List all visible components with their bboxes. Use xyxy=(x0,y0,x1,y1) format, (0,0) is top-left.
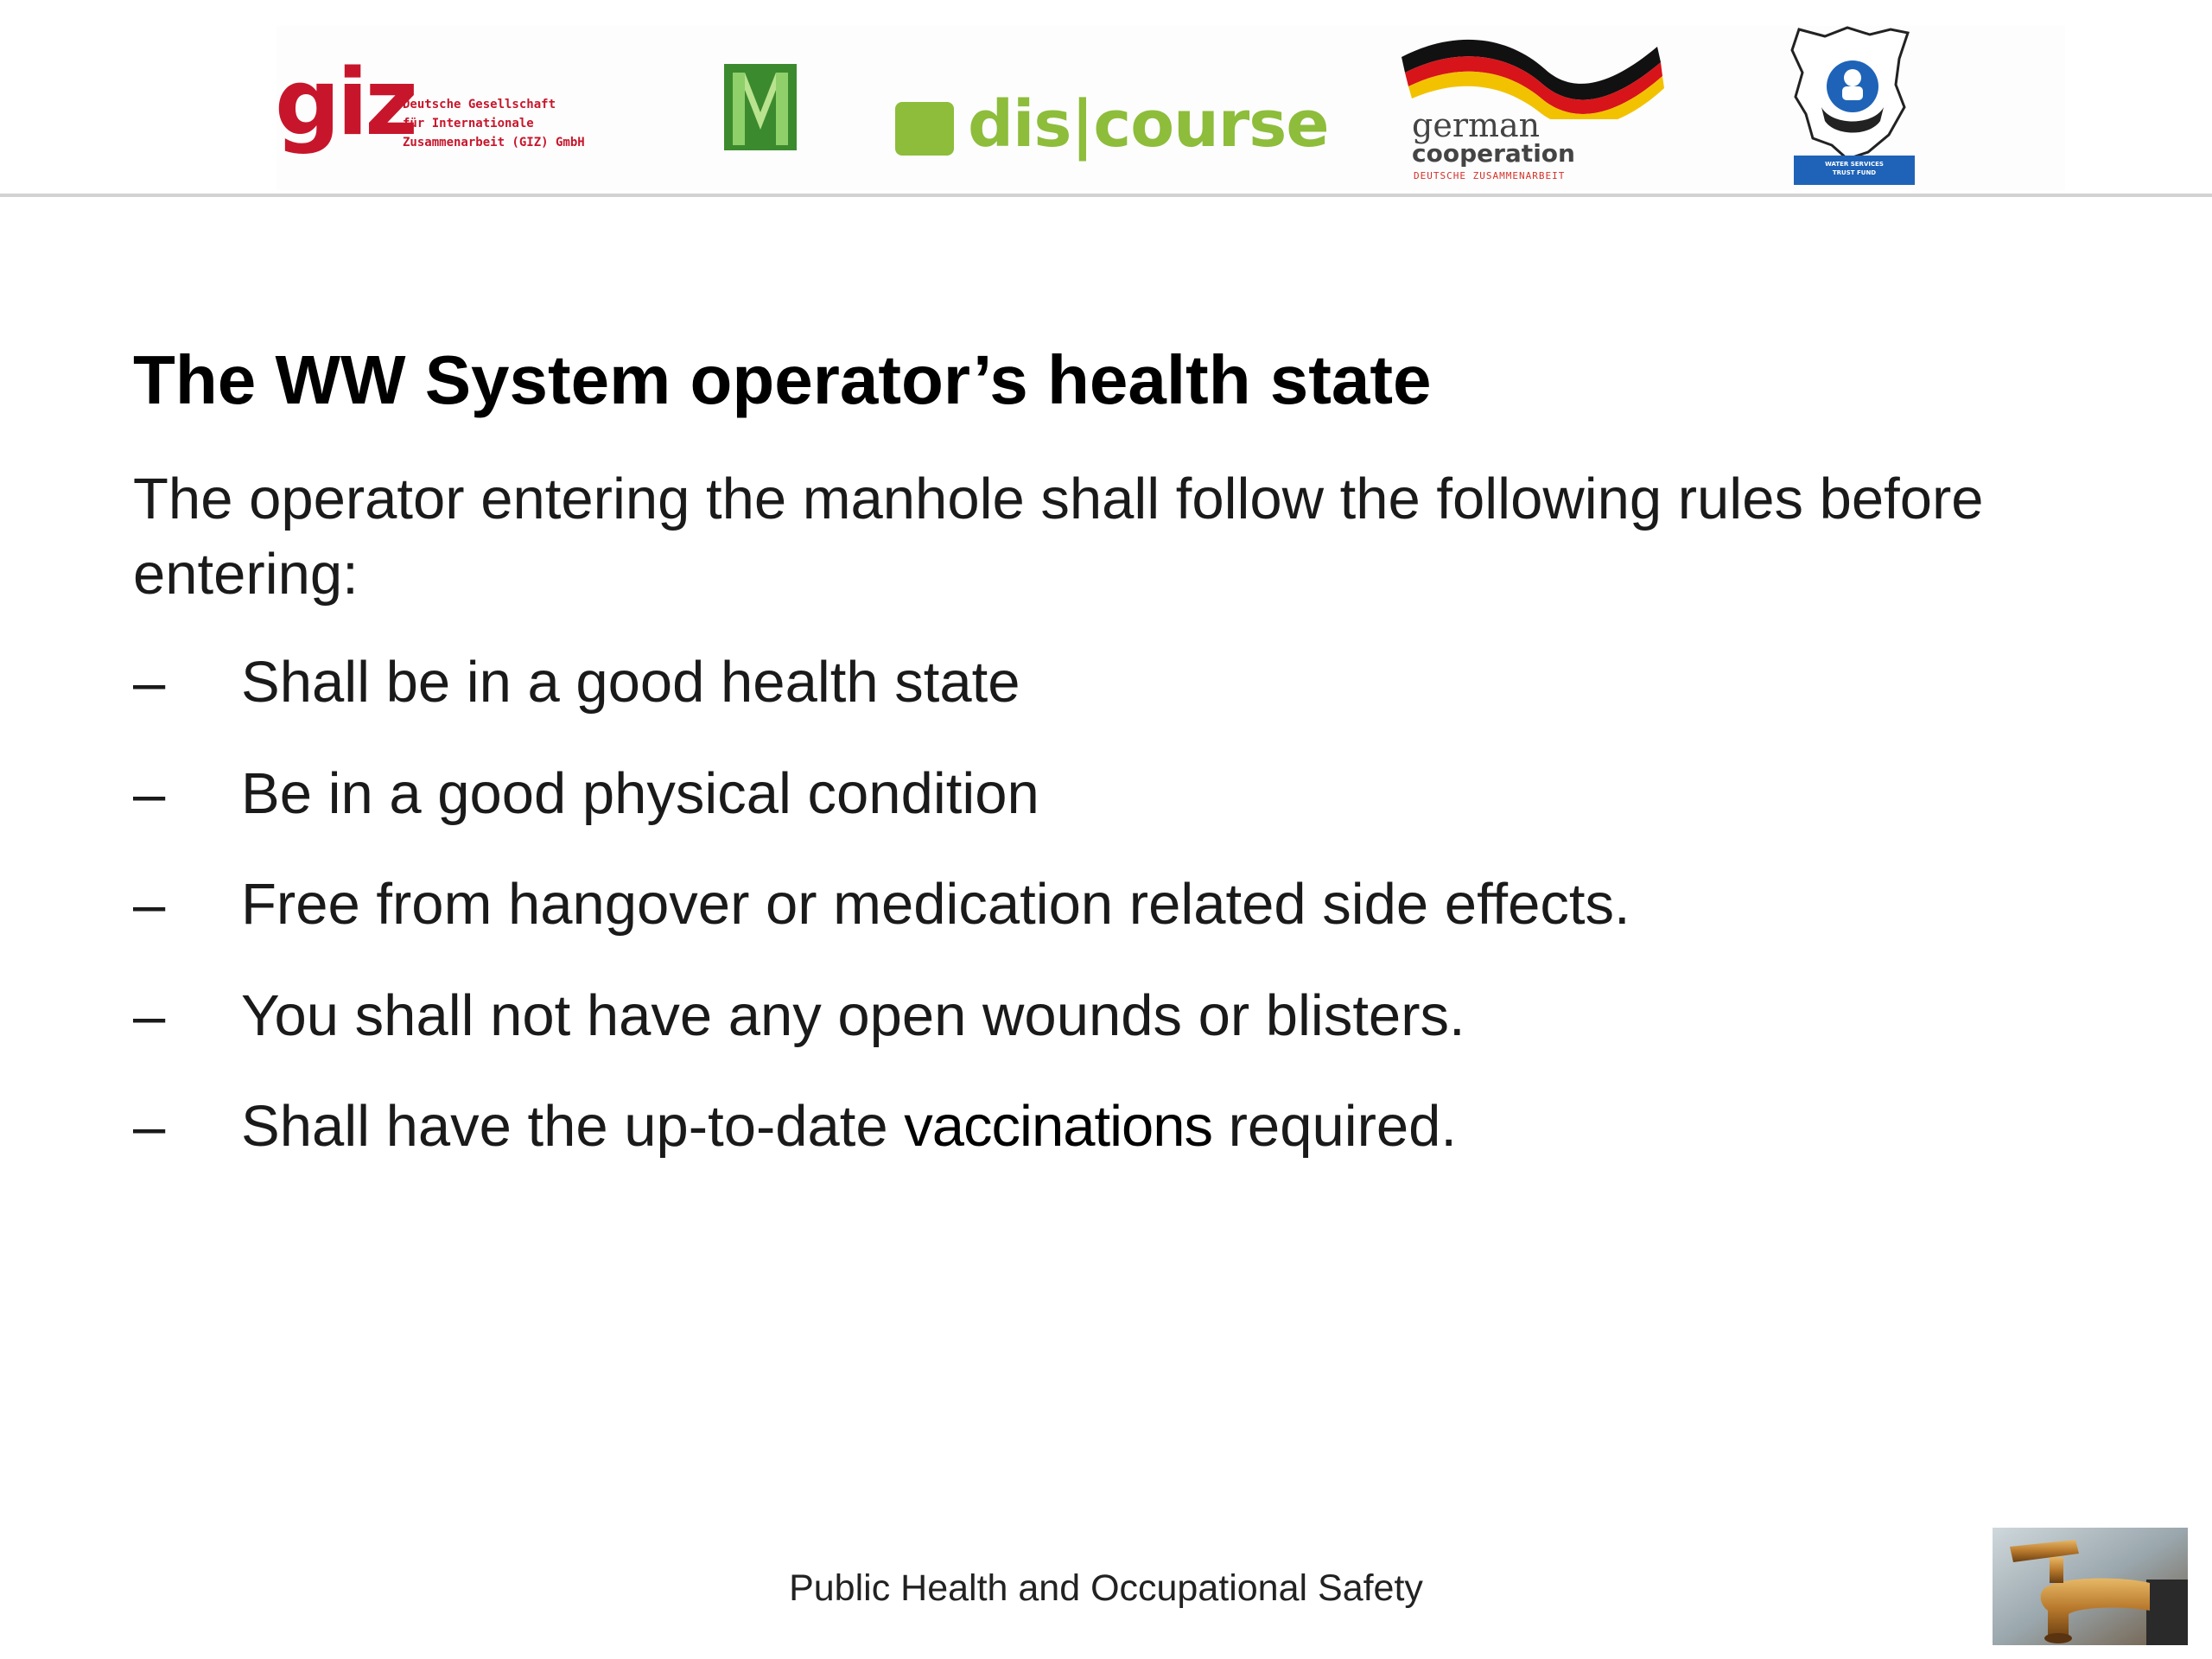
bullet-text-before: Shall have the up-to-date xyxy=(241,1094,905,1159)
bullet-text: Free from hangover or medication related side effects. xyxy=(241,872,1630,937)
bullet-dash: – xyxy=(133,650,166,715)
giz-subtext-line: Deutsche Gesellschaft xyxy=(403,98,556,111)
bullet-text-vaccinations xyxy=(241,1090,1457,1163)
bullet-dash: – xyxy=(133,872,166,937)
discourse-wordmark: dis|course xyxy=(968,87,1329,162)
giz-wordmark: giz xyxy=(275,49,415,156)
intro-paragraph: The operator entering the manhole shall follow the following rules before entering: xyxy=(133,467,1984,607)
giz-logo xyxy=(275,49,638,180)
wstf-banner-line: TRUST FUND xyxy=(1832,169,1877,176)
bullet-dash: – xyxy=(133,760,166,826)
header-divider xyxy=(0,194,2212,197)
faucet-image xyxy=(1993,1528,2188,1645)
giz-subtext-line: Zusammenarbeit (GIZ) GmbH xyxy=(403,136,585,149)
bullet-dash: – xyxy=(133,1094,166,1159)
german-cooperation-line: DEUTSCHE ZUSAMMENARBEIT xyxy=(1414,170,1566,181)
german-cooperation-line: german xyxy=(1412,106,1541,144)
giz-subtext xyxy=(403,95,645,152)
bullet-dash: – xyxy=(133,982,166,1048)
discourse-square-icon xyxy=(895,102,954,156)
water-services-trust-fund-logo xyxy=(1787,24,1916,190)
vaccinations-emphasis: vaccinations xyxy=(904,1094,1212,1159)
discourse-logo xyxy=(895,86,1329,173)
wstf-banner xyxy=(1794,156,1915,185)
slide-title: The WW System operator’s health state xyxy=(133,341,1432,418)
kenya-map-icon xyxy=(1787,24,1916,162)
german-cooperation-logo xyxy=(1398,33,1675,188)
wstf-banner-line: WATER SERVICES xyxy=(1825,161,1884,168)
footer-text: Public Health and Occupational Safety xyxy=(789,1567,1423,1609)
bullet-text: You shall not have any open wounds or blisters. xyxy=(241,982,1465,1048)
german-cooperation-line: cooperation xyxy=(1412,139,1575,168)
bullet-text: Be in a good physical condition xyxy=(241,760,1039,826)
bullet-text: Shall be in a good health state xyxy=(241,650,1020,715)
bullet-text-after: required. xyxy=(1212,1094,1458,1159)
giz-subtext-line: für Internationale xyxy=(403,117,534,130)
green-m-icon xyxy=(724,64,797,150)
